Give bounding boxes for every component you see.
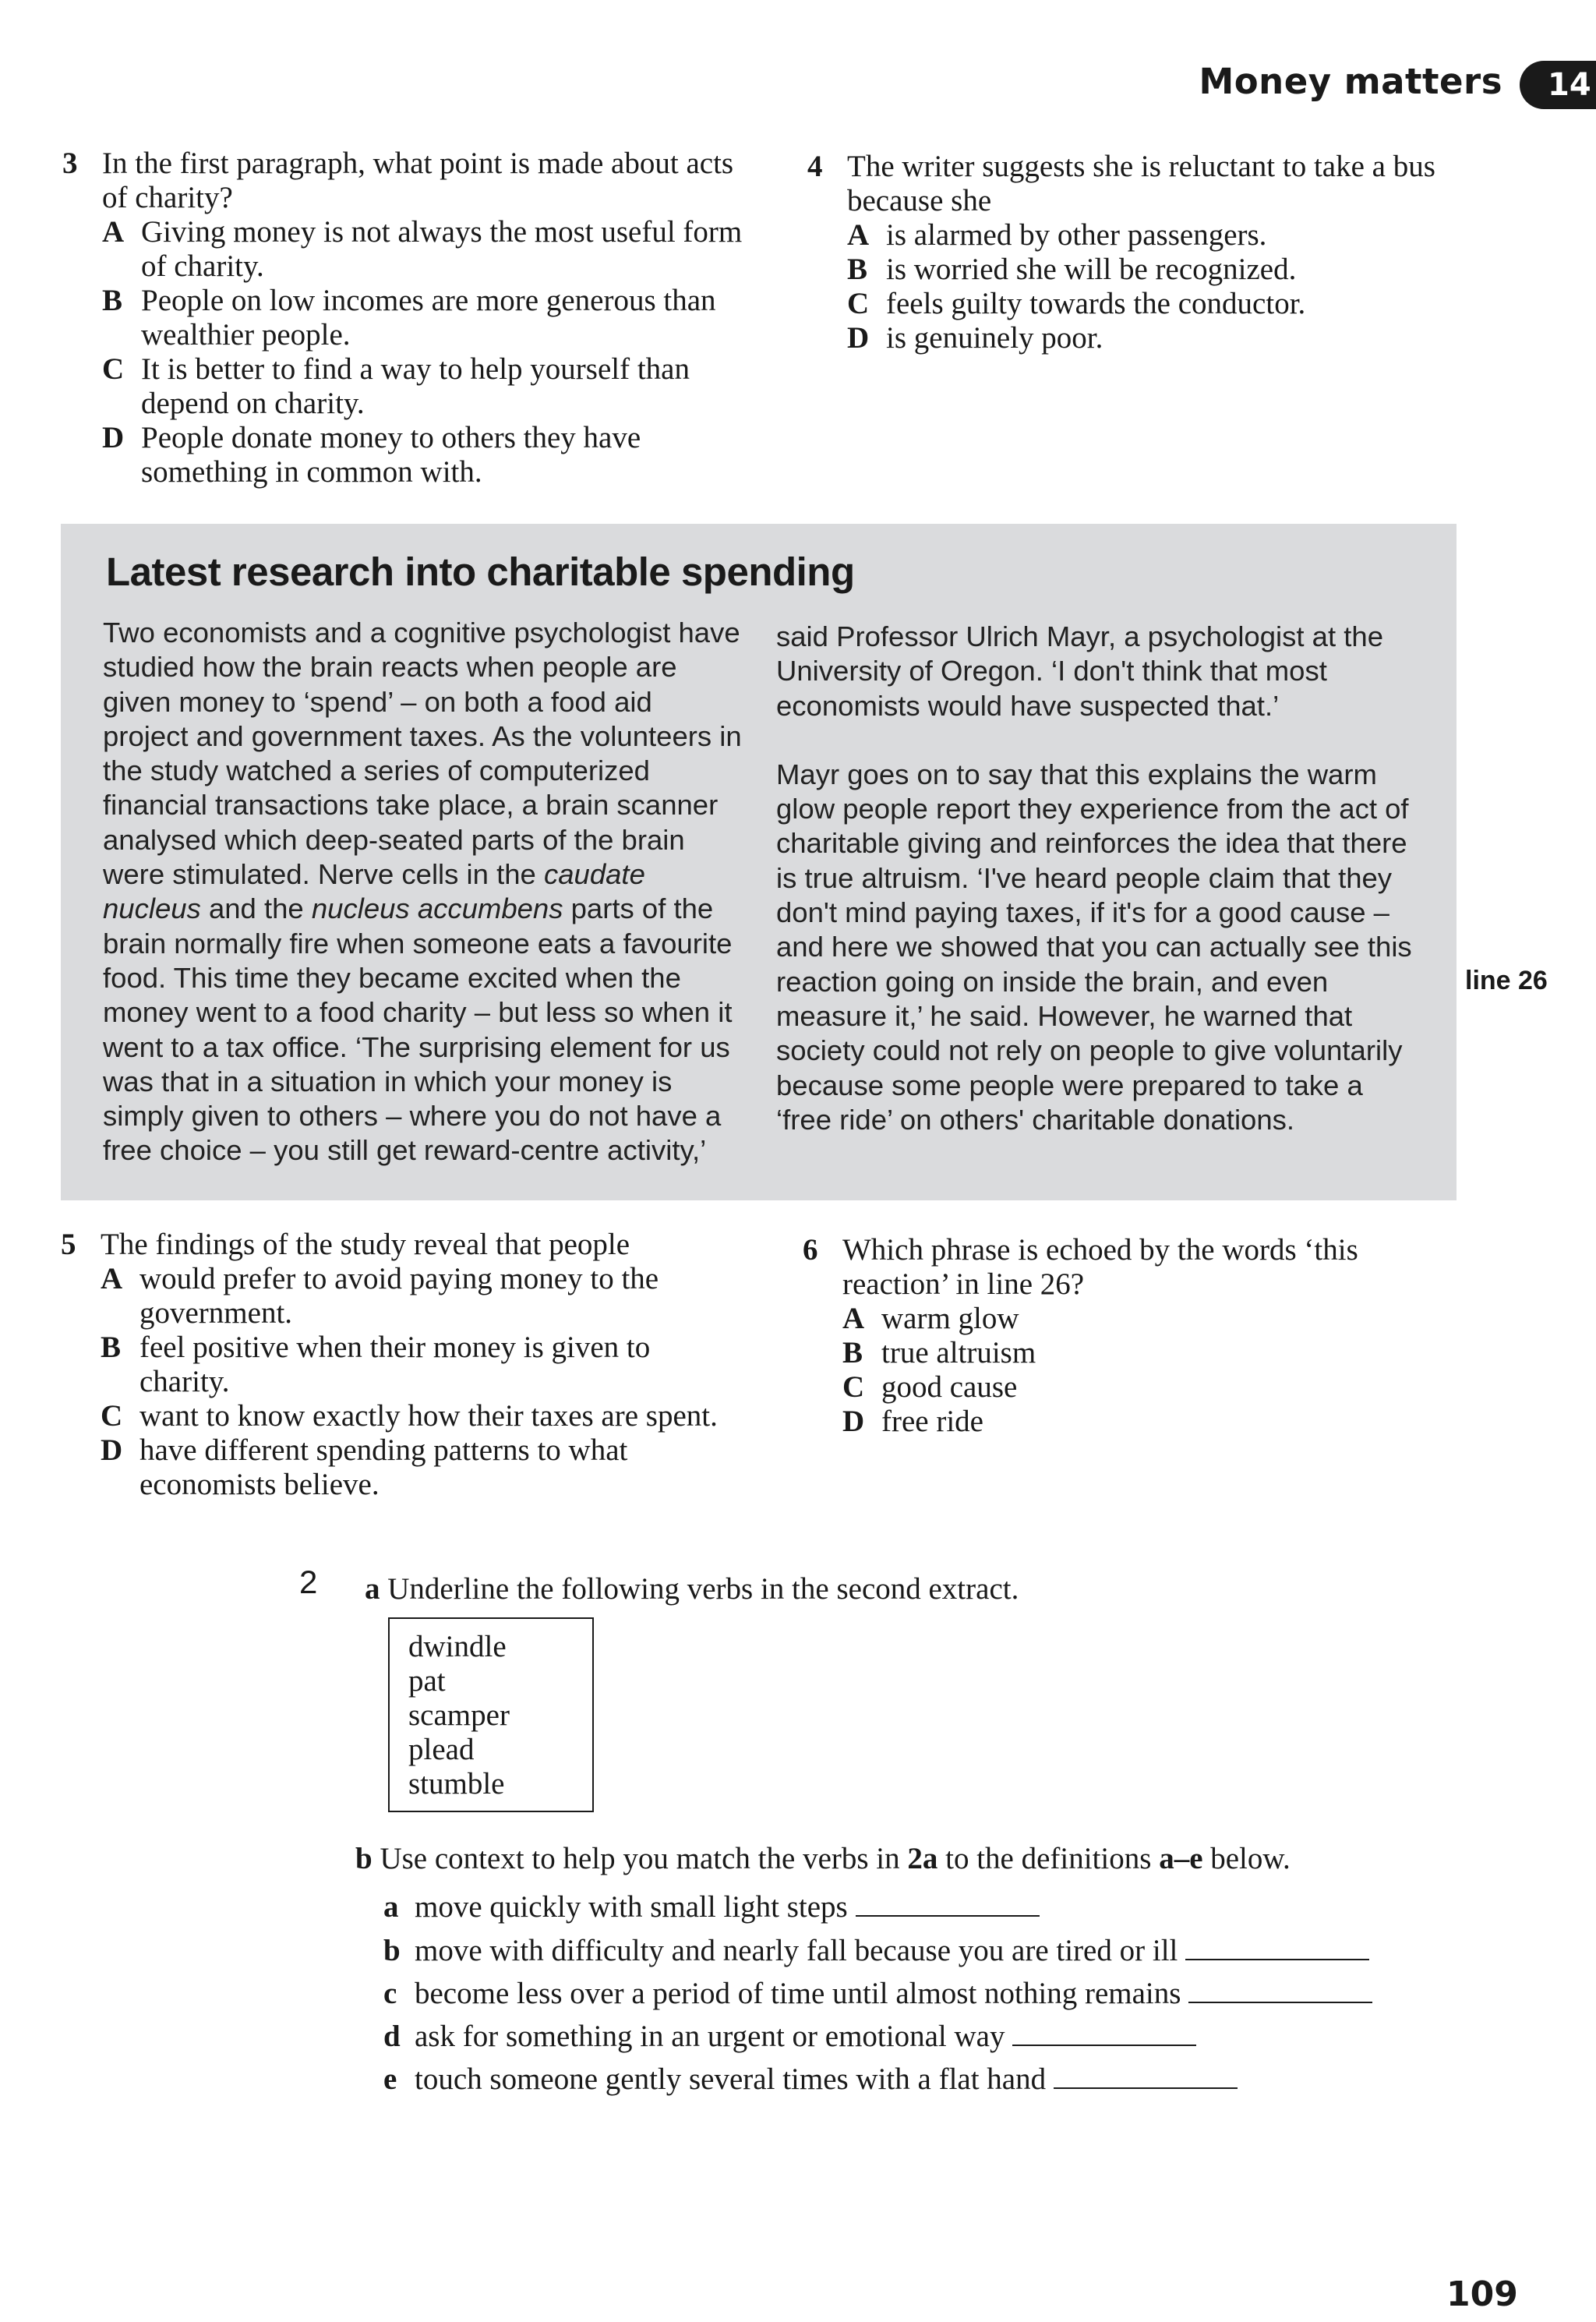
answer-blank[interactable] (1188, 1978, 1372, 2003)
question-number: 6 (803, 1233, 818, 1267)
chapter-title: Money matters (1199, 61, 1502, 102)
question-stem: In the first paragraph, what point is made about acts of charity? (102, 147, 734, 214)
option-b[interactable]: B true altruism (842, 1336, 1036, 1370)
option-a[interactable]: A would prefer to avoid paying money to the government. (101, 1262, 659, 1330)
exercise-number: 2 (299, 1564, 318, 1600)
definition-b: b move with difficulty and nearly fall because you are tired or ill (383, 1933, 1369, 1968)
option-b[interactable]: B is worried she will be recognized. (847, 253, 1297, 286)
question-number: 5 (61, 1228, 76, 1261)
option-d[interactable]: D free ride (842, 1405, 983, 1438)
option-c[interactable]: C want to know exactly how their taxes are spent. (101, 1399, 718, 1433)
definition-d: d ask for something in an urgent or emotional way (383, 2019, 1196, 2054)
article-column-right (776, 620, 1423, 1137)
option-d[interactable]: D People donate money to others they have something in common with. (102, 421, 641, 489)
definition-a: a move quickly with small light steps (383, 1889, 1040, 1924)
question-stem: The findings of the study reveal that people (101, 1228, 630, 1261)
answer-blank[interactable] (1185, 1935, 1369, 1960)
option-a[interactable]: A is alarmed by other passengers. (847, 218, 1267, 252)
question-stem: The writer suggests she is reluctant to take a bus because she (847, 150, 1435, 217)
answer-blank[interactable] (1012, 2021, 1196, 2046)
option-c[interactable]: C good cause (842, 1370, 1018, 1404)
question-number: 3 (62, 147, 78, 180)
definition-c: c become less over a period of time until almost nothing remains (383, 1976, 1372, 2011)
article-paragraph: said Professor Ulrich Mayr, a psychologist at the University of Oregon. ‘I don't think that most economists would have suspected that.’ (776, 620, 1383, 722)
option-c[interactable]: C feels guilty towards the conductor. (847, 287, 1306, 320)
option-b[interactable]: B People on low incomes are more generous than wealthier people. (102, 284, 716, 352)
exercise-2a-instruction: a Underline the following verbs in the second extract. (365, 1572, 1019, 1606)
article-title: Latest research into charitable spending (106, 550, 855, 594)
verb-box (388, 1617, 594, 1812)
option-d[interactable]: D is genuinely poor. (847, 321, 1103, 355)
question-6 (803, 1233, 1442, 1439)
article-paragraph: Mayr goes on to say that this explains the warm glow people report they experience from the act of charitable giving and reinforces the idea that there is true altruism. ‘I've heard people claim that they don't mind paying taxes, if it's for a good cause – and here we showed that you can actually see this reaction going on inside the brain, and even measure it,’ he said. However, he warned that society could not rely on people to give voluntarily because some people were prepared to take a ‘free ride’ on others' charitable donations. (776, 758, 1412, 1136)
exercise-2b-instruction: b Use context to help you match the verbs in 2a to the definitions a–e below. (355, 1842, 1291, 1875)
question-stem: Which phrase is echoed by the words ‘this reaction’ in line 26? (842, 1233, 1358, 1301)
definition-e: e touch someone gently several times with a flat hand (383, 2062, 1238, 2097)
question-3 (62, 147, 764, 489)
option-c[interactable]: C It is better to find a way to help yourself than depend on charity. (102, 352, 690, 420)
option-a[interactable]: A Giving money is not always the most useful form of charity. (102, 215, 743, 283)
verb-item: stumble (408, 1767, 505, 1801)
option-b[interactable]: B feel positive when their money is given to charity. (101, 1331, 651, 1398)
option-a[interactable]: A warm glow (842, 1302, 1019, 1335)
question-4 (807, 150, 1524, 355)
article-column-left (103, 616, 742, 1168)
answer-blank[interactable] (1054, 2064, 1238, 2089)
answer-blank[interactable] (856, 1892, 1040, 1917)
verb-item: scamper (408, 1698, 510, 1732)
article-paragraph: Two economists and a cognitive psychologist have studied how the brain reacts when people are given money to ‘spend’ – on both a food aid project and government taxes. As the volunteers in the study watched a series of computerized financial transactions take place, a brain scanner analysed which deep-seated parts of the brain were stimulated. Nerve cells in the caudate nucleus and the nucleus accumbens parts of the brain normally fire when someone eats a favourite food. This time they became excited when the money went to a food charity – but less so when it went to a tax office. ‘The surprising element for us was that in a situation in which your money is simply given to others – where you do not have a free choice – you still get reward-centre activity,’ (103, 617, 742, 1167)
chapter-number-badge: 14 (1520, 61, 1596, 109)
verb-item: plead (408, 1733, 475, 1766)
line-reference: line 26 (1465, 966, 1548, 995)
verb-item: pat (408, 1664, 446, 1698)
option-d[interactable]: D have different spending patterns to what economists believe. (101, 1433, 628, 1501)
verb-item: dwindle (408, 1630, 507, 1663)
page-number: 109 (1446, 2274, 1518, 2314)
question-number: 4 (807, 150, 823, 183)
question-5 (61, 1228, 747, 1502)
